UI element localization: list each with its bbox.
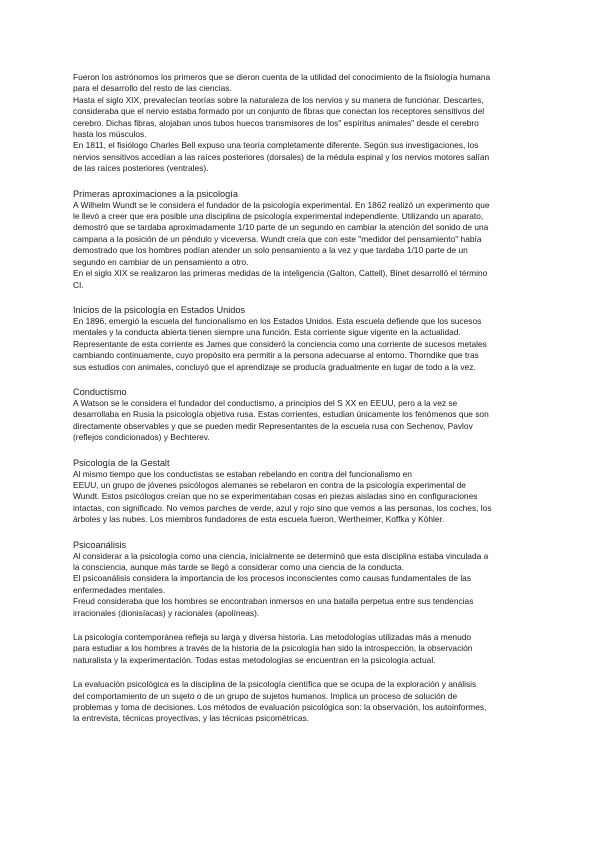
text-line: la entrevista, técnicas proyectivas, y las técnicas psicométricas.: [73, 713, 309, 724]
text-line: En 1896, emergió la escuela del funcionalismo en los Estados Unidos. Esta escuela defiende que los sucesos: [73, 315, 482, 326]
text-line: Fueron los astrónomos los primeros que se dieron cuenta de la utilidad del conocimiento de la fisiología humana: [73, 72, 491, 82]
text-line: A Watson se le considera el fundador del conductismo, a principios del S XX en EEUU, pero a la vez se: [73, 397, 458, 408]
text-line: sus estudios con animales, concluyó que el aprendizaje se producía gradualmente en lugar de todo a la vez.: [73, 361, 476, 372]
section-heading: Primeras aproximaciones a la psicología: [73, 188, 238, 199]
text-line: Al mismo tiempo que los conductistas se estaban rebelando en contra del funcionalismo en: [73, 468, 412, 479]
paragraph: [73, 398, 530, 444]
paragraph: [73, 551, 530, 574]
text-line: cambiando continuamente, cuyo propósito era permitir a la persona adecuarse al entorno. Thorndike que tras: [73, 350, 479, 361]
paragraph: [73, 469, 530, 526]
section: [73, 304, 530, 373]
text-line: le llevó a creer que era posible una disciplina de psicología experimental independiente. Utilizando un aparato,: [73, 211, 484, 222]
text-line: la consciencia, aunque más tarde se llegó a considerar como una ciencia de la conducta.: [73, 562, 405, 572]
paragraph: [73, 95, 530, 141]
text-line: A Wilhelm Wundt se le considera el fundador de la psicología experimental. En 1862 realizó un experimento que: [73, 199, 490, 210]
section-heading: Inicios de la psicología en Estados Unidos: [73, 304, 246, 315]
section: [73, 632, 530, 666]
text-line: naturalista y la experimentación. Todas estas metodologías se encuentran en la psicología actual.: [73, 654, 436, 665]
text-line: directamente observables y que se pueden medir Representantes de la escuela rusa con Sechenov, Pavlov: [73, 420, 473, 431]
section-heading: Conductismo: [73, 386, 127, 397]
text-line: desarrollaba en Rusia la psicología objetiva rusa. Estas corrientes, estudian únicamente los fenómenos que son: [73, 409, 489, 420]
paragraph: [73, 200, 530, 268]
sections-container: [73, 188, 530, 725]
text-line: La psicología contemporánea refleja su larga y diversa historia. Las metodologías utilizadas más a menudo: [73, 632, 472, 643]
text-line: demostrado que los hombres podían atender un solo pensamiento a la vez y que tardaba 1/10 parte de un: [73, 245, 468, 256]
text-line: nervios sensitivos accedían a las raíces posteriores (dorsales) de la médula espinal y los nervios motores salían: [73, 151, 490, 162]
text-line: irracionales (dionisíacas) y racionales (apolíneas).: [73, 607, 260, 618]
text-line: problemas y toma de decisiones. Los métodos de evaluación psicológica son: la observación, los autoinformes,: [73, 702, 487, 713]
text-line: intactas, con significado. No vemos parches de verde, azul y rojo sino que vemos a las personas, los coches, los: [73, 502, 492, 513]
text-line: consideraba que el nervio estaba formado por un conjunto de fibras que conectan los receptores sensitivos del: [73, 106, 485, 117]
text-line: En el siglo XIX se realizaron las primeras medidas de la inteligencia (Galton, Cattell), Binet desarrolló el término: [73, 268, 488, 279]
section: [73, 457, 530, 526]
paragraph: [73, 573, 530, 596]
text-line: El psicoanálisis considera la importancia de los procesos inconscientes como causas fundamentales de las: [73, 573, 472, 584]
text-line: campana a la posición de un péndulo y viceversa. Wundt creía que con este "medidor del pensamiento" había: [73, 233, 482, 244]
text-line: mentales y la conducta abierta tienen siempre una función. Esta corriente sigue vigente en la actualidad.: [73, 327, 461, 338]
section: [73, 386, 530, 444]
text-line: del comportamiento de un sujeto o de un grupo de sujetos humanos. Implica un proceso de solución de: [73, 690, 458, 701]
paragraph: [73, 679, 530, 725]
text-line: Freud consideraba que los hombres se encontraban inmersos en una batalla perpetua entre sus tendencias: [73, 596, 474, 607]
paragraph: [73, 632, 530, 666]
text-line: EEUU, un grupo de jóvenes psicólogos alemanes se rebelaron en contra de la psicología experimental de: [73, 479, 466, 490]
text-line: enfermedades mentales.: [73, 584, 166, 595]
text-line: Representante de esta corriente es James que consideró la conciencia como una corriente de sucesos metales: [73, 338, 487, 349]
section-heading: Psicoanálisis: [73, 539, 127, 550]
text-line: La evaluación psicológica es la disciplina de la psicología científica que se ocupa de la exploración y análisis: [73, 679, 477, 690]
text-line: árboles y las nubes. Los miembros fundadores de esta escuela fueron, Wertheimer, Koffka y Köhler.: [73, 514, 445, 525]
text-line: cerebro. Dichas fibras, alojaban unos tubos huecos transmisores de los" espíritus animales" desde el cerebro: [73, 117, 479, 128]
text-line: para estudiar a los hombres a través de la historia de la psicología han sido la introspección, la observación: [73, 643, 473, 654]
section: [73, 539, 530, 619]
paragraph: [73, 316, 530, 373]
section: [73, 188, 530, 291]
text-line: Al considerar a la psicología como una ciencia, inicialmente se determinó que esta disciplina estaba vinculada a: [73, 550, 489, 561]
text-line: Wundt. Estos psicólogos creían que no se experimentaban cosas en piezas aisladas sino en configuraciones: [73, 491, 478, 502]
section-heading: Psicología de la Gestalt: [73, 457, 170, 468]
text-line: En 1811, el fisiólogo Charles Bell expuso una teoría completamente diferente. Según sus investigaciones, los: [73, 140, 479, 151]
text-line: segundo en cambiar de un pensamiento a otro.: [73, 256, 249, 267]
section: [73, 679, 530, 725]
paragraph: [73, 268, 530, 291]
text-line: para el desarrollo del resto de las ciencias.: [73, 83, 232, 94]
text-line: hasta los músculos.: [73, 129, 147, 140]
paragraph: [73, 72, 530, 95]
intro-block: [73, 72, 530, 175]
text-line: Hasta el siglo XIX, prevalecían teorías sobre la naturaleza de los nervios y su manera de funcionar. Descartes,: [73, 94, 484, 105]
text-line: demostró que se tardaba aproximadamente 1/10 parte de un segundo en cambiar la atención del sonido de una: [73, 222, 489, 233]
text-line: CI.: [73, 279, 84, 290]
paragraph: [73, 596, 530, 619]
text-line: de las raíces posteriores (ventrales).: [73, 163, 209, 174]
text-line: (reflejos condicionados) y Bechterev.: [73, 432, 210, 443]
paragraph: [73, 140, 530, 174]
